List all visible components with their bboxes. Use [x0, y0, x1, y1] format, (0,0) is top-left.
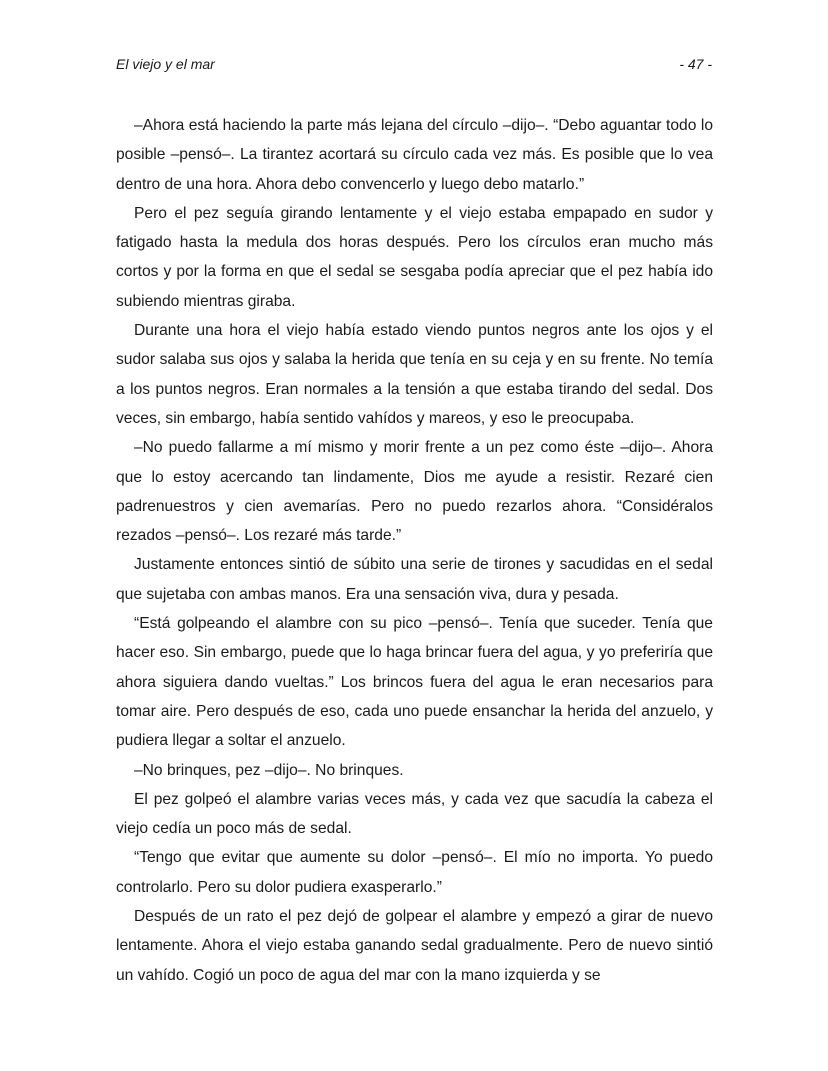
paragraph: Justamente entonces sintió de súbito una serie de tirones y sacudidas en el sedal que sujetaba con ambas manos. Era una sensación viva, dura y pesada. — [116, 556, 713, 603]
paragraph: Durante una hora el viejo había estado viendo puntos negros ante los ojos y el sudor salaba sus ojos y salaba la herida que tenía en su ceja y en su frente. No temía a los puntos negros. Eran normales a la tensión a que estaba tirando del sedal. Dos veces, sin embargo, había sentido vahídos y mareos, y eso le preocupaba. — [116, 322, 713, 427]
paragraph: “Está golpeando el alambre con su pico –pensó–. Tenía que suceder. Tenía que hacer eso. Sin embargo, puede que lo haga brincar fuera del agua, y yo preferiría que ahora siguiera dando vueltas.” Los brincos fuera del agua le eran necesarios para tomar aire. Pero después de eso, cada uno puede ensanchar la herida del anzuelo, y pudiera llegar a soltar el anzuelo. — [116, 615, 713, 750]
paragraph: El pez golpeó el alambre varias veces más, y cada vez que sacudía la cabeza el viejo cedía un poco más de sedal. — [116, 790, 713, 838]
paragraph: Después de un rato el pez dejó de golpear el alambre y empezó a girar de nuevo lentamente. Ahora el viejo estaba ganando sedal gradualmente. Pero de nuevo sintió un vahído. Cogió un poco de agua del mar con la mano izquierda y se — [116, 908, 713, 984]
running-header — [116, 56, 712, 78]
book-title: El viejo y el mar — [116, 56, 215, 72]
page-number: - 47 - — [679, 56, 712, 72]
page-body — [116, 111, 713, 990]
paragraph: Pero el pez seguía girando lentamente y el viejo estaba empapado en sudor y fatigado hasta la medula dos horas después. Pero los círculos eran mucho más cortos y por la forma en que el sedal se sesgaba podía apreciar que el pez había ido subiendo mientras giraba. — [116, 204, 713, 310]
paragraph: –No puedo fallarme a mí mismo y morir frente a un pez como éste –dijo–. Ahora que lo estoy acercando tan lindamente, Dios me ayude a resistir. Rezaré cien padrenuestros y cien avemarías. Pero no puedo rezarlos ahora. “Considéralos rezados –pensó–. Los rezaré más tarde.” — [116, 439, 713, 545]
paragraph: –No brinques, pez –dijo–. No brinques. — [134, 761, 404, 779]
paragraph: “Tengo que evitar que aumente su dolor –pensó–. El mío no importa. Yo puedo controlarlo. Pero su dolor pudiera exasperarlo.” — [116, 849, 713, 896]
paragraph: –Ahora está haciendo la parte más lejana del círculo –dijo–. “Debo aguantar todo lo posible –pensó–. La tirantez acortará su círculo cada vez más. Es posible que lo vea dentro de una hora. Ahora debo convencerlo y luego debo matarlo.” — [116, 117, 713, 193]
